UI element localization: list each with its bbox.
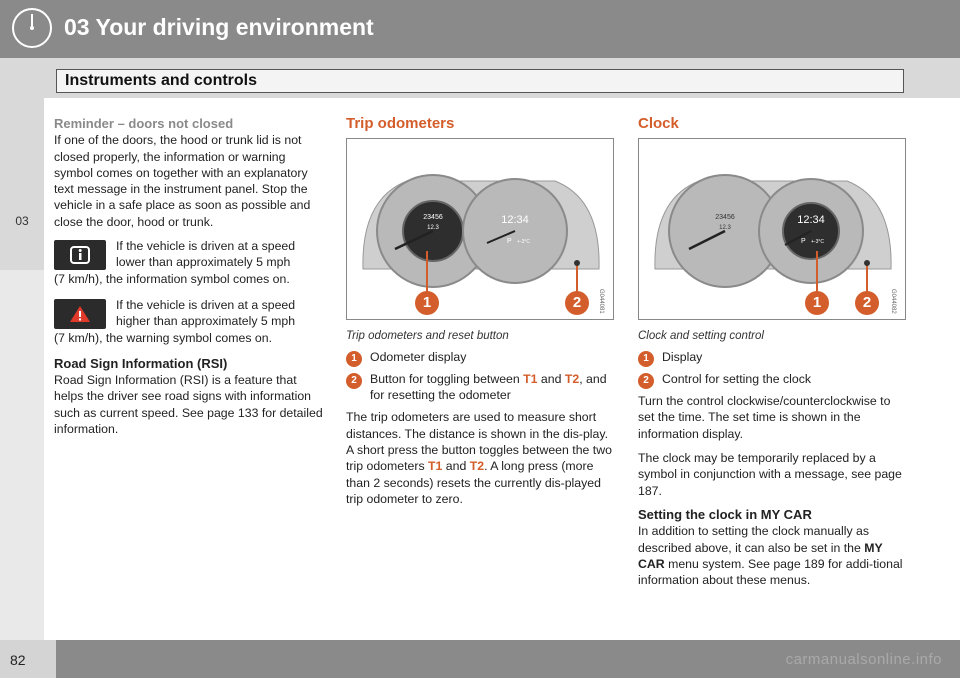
gear-label: P — [801, 238, 806, 246]
odometer-trip-label: 12.3 — [719, 225, 731, 232]
trip-body-t1: T1 — [428, 459, 443, 474]
legend-item-1 — [346, 349, 614, 365]
legend-number: 1 — [638, 351, 654, 367]
heading-mycar: Setting the clock in MY CAR — [638, 506, 812, 522]
temp-label: +-3°C — [811, 239, 824, 246]
mycar-bold: MY CAR — [638, 540, 883, 571]
legend-text-mid: and — [537, 371, 565, 386]
trip-body-and: and — [442, 459, 470, 474]
column-2 — [346, 116, 614, 515]
temp-label: +-3°C — [517, 239, 530, 246]
heading-clock: Clock — [638, 115, 679, 132]
trip-odometer-figure — [346, 138, 614, 320]
legend-item-1 — [638, 349, 906, 365]
legend-t2: T2 — [564, 371, 580, 386]
odometer-total-label: 23456 — [715, 214, 735, 222]
warning-symbol-row — [54, 297, 324, 346]
figure-code: G044081 — [598, 289, 604, 314]
info-symbol-row — [54, 238, 324, 287]
page-number: 82 — [10, 652, 26, 668]
legend-number: 2 — [346, 373, 362, 389]
page-header — [0, 0, 960, 58]
odometer-total-label: 23456 — [423, 214, 443, 222]
legend-number: 2 — [638, 373, 654, 389]
chapter-side-label: 03 — [15, 214, 29, 228]
mycar-pre: In addition to setting the clock manually as described above, it can also be set in the — [638, 524, 870, 555]
legend-text-post: , and for resetting the odometer — [370, 371, 607, 403]
chapter-side-tab — [0, 98, 44, 270]
mycar-post: menu system. See page 189 for addi-tional information about these menus. — [638, 556, 903, 588]
warning-symbol-text-a: If the vehicle is driven at a speed higher than approximately 5 mph — [116, 297, 296, 329]
trip-body-2: . A long press (more than 2 seconds) resets the currently dis-played trip odometer to zero. — [346, 459, 601, 506]
gear-label: P — [507, 238, 512, 246]
callout-2: 2 — [565, 291, 589, 315]
figure-code: G044082 — [890, 289, 896, 314]
info-symbol-text-b: (7 km/h), the information symbol comes on. — [54, 271, 290, 286]
legend-text: Display — [662, 349, 703, 364]
trip-body — [346, 409, 614, 507]
column-3 — [638, 116, 906, 596]
clock-body-1: Turn the control clockwise/counterclockwise to set the time. The set time is shown in the information display. — [638, 394, 891, 441]
trip-body-t2: T2 — [469, 459, 485, 474]
clock-body-2: The clock may be temporarily replaced by a symbol in conjunction with a message, see page 187. — [638, 451, 902, 498]
speedometer-logo-icon — [10, 6, 54, 50]
info-symbol-text-a: If the vehicle is driven at a speed lower than approximately 5 mph — [116, 239, 296, 270]
rsi-body: Road Sign Information (RSI) is a feature that helps the driver see road signs with information such as current speed. See page 133 for detailed information. — [54, 373, 323, 437]
legend-t1: T1 — [523, 371, 538, 386]
mycar-body — [638, 523, 906, 588]
section-title: Instruments and controls — [65, 72, 258, 89]
warning-triangle-icon — [54, 299, 106, 329]
side-strip — [0, 270, 44, 640]
trip-body-1: The trip odometers are used to measure short distances. The distance is shown in the dis-play. A short press the button toggles between the two trip odometers — [346, 410, 612, 474]
legend-text: Control for setting the clock — [662, 371, 811, 386]
info-symbol-icon — [54, 240, 106, 270]
legend-text: Odometer display — [370, 349, 467, 364]
warning-symbol-text-b: (7 km/h), the warning symbol comes on. — [54, 330, 273, 345]
chapter-title: 03 Your driving environment — [64, 14, 374, 40]
clock-figure — [638, 138, 906, 320]
legend-number: 1 — [346, 351, 362, 367]
legend-item-2 — [346, 371, 614, 404]
page-footer — [0, 640, 960, 678]
callout-2: 2 — [855, 291, 879, 315]
clock-display-label: 12:34 — [797, 214, 825, 227]
figure-caption: Clock and setting control — [638, 330, 764, 343]
section-header — [56, 69, 904, 93]
watermark: carmanualsonline.info — [785, 651, 942, 668]
heading-rsi: Road Sign Information (RSI) — [54, 355, 228, 371]
clock-display-label: 12:34 — [501, 214, 529, 227]
legend-item-2 — [638, 371, 906, 387]
heading-trip-odometers: Trip odometers — [346, 115, 455, 132]
odometer-trip-label: 12.3 — [427, 225, 439, 232]
figure-caption: Trip odometers and reset button — [346, 330, 509, 343]
heading-reminder: Reminder – doors not closed — [54, 116, 234, 131]
footer-page-box — [0, 640, 56, 678]
reminder-body: If one of the doors, the hood or trunk lid is not closed properly, the information or warning symbol comes on together with an explanatory text message in the instrument panel. Stop the vehicle in a safe place as soon as possible and close the door, hood or trunk. — [54, 133, 311, 229]
column-1 — [54, 116, 324, 445]
legend-text-pre: Button for toggling between — [370, 371, 524, 386]
callout-1: 1 — [805, 291, 829, 315]
callout-1: 1 — [415, 291, 439, 315]
